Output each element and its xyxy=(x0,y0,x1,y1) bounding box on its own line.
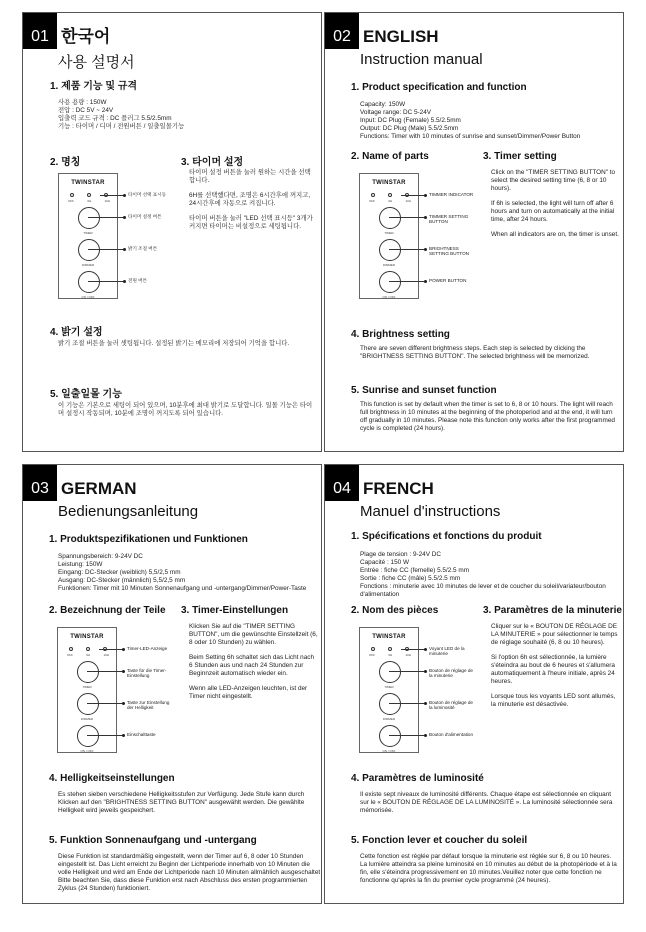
timer-button-label: TIMER xyxy=(82,685,92,689)
spec-line: Functions: Timer with 10 minutes of sunrise and sunset/Dimmer/Power Button xyxy=(360,133,581,140)
callout-label: 전원 버튼 xyxy=(128,278,148,283)
panel-korean xyxy=(22,12,322,452)
led-label: 10H xyxy=(104,199,110,203)
callout-leader xyxy=(88,249,124,250)
sunrise-heading: 5. Sunrise and sunset function xyxy=(351,385,497,396)
timer-heading: 3. Paramètres de la minuterie xyxy=(483,605,622,616)
led-indicator xyxy=(371,193,375,197)
spec-line: 기능 : 타이머 / 디머 / 전원버튼 / 일출일몰기능 xyxy=(58,123,185,130)
callout-label: BRIGHTNESS SETTING BUTTON xyxy=(429,246,469,257)
sunrise-body: 이 기능은 기본으로 세팅이 되어 있으며, 10분후에 최대 밝기로 도달합니다. 일몰 기능은 타이머 설정시 작동되며, 10분에 조명이 꺼지도록 되어 있습니다. xyxy=(58,402,313,417)
led-indicator xyxy=(371,647,375,651)
dimmer-button[interactable] xyxy=(78,239,100,261)
timer-heading: 3. 타이머 설정 xyxy=(181,157,244,168)
callout-label: Taste für die Timer-Einstellung xyxy=(127,668,167,679)
timer-body xyxy=(491,623,621,709)
led-label: OFF xyxy=(67,653,73,657)
spec-heading: 1. 제품 기능 및 규격 xyxy=(50,81,138,92)
manual-subtitle: Bedienungsanleitung xyxy=(58,503,199,520)
power-button[interactable] xyxy=(78,271,100,293)
callout-dot xyxy=(122,734,125,737)
callout-leader xyxy=(389,249,425,250)
brand-logo: TWINSTAR xyxy=(372,180,406,186)
led-indicator xyxy=(86,647,90,651)
callout-dot xyxy=(123,248,126,251)
callout-label: POWER BUTTON xyxy=(429,278,467,283)
power-button[interactable] xyxy=(379,271,401,293)
sunrise-body: This function is set by default when the timer is set to 6, 8 or 10 hours. The light will reach full brightness in 10 minutes at the beginning of the photoperiod and at the end, it will turn off gradually in 10 minutes. Please note this function only works after the first programmed cycle is completed (24 hours). xyxy=(360,401,615,432)
timer-button[interactable] xyxy=(379,661,401,683)
timer-paragraph: 타이머 설정 버튼을 눌러 원하는 시간을 선택합니다. xyxy=(189,169,311,184)
callout-label: Bouton de réglage de la minuterie xyxy=(429,668,473,679)
led-label: 10H xyxy=(405,653,411,657)
power-button-label: ON / OFF xyxy=(81,295,95,299)
manual-subtitle: 사용 설명서 xyxy=(58,54,135,71)
timer-paragraph: Lorsque tous les voyants LED sont allumés, la minuterie est désactivée. xyxy=(491,693,616,708)
spec-heading: 1. Produktspezifikationen und Funktionen xyxy=(49,534,248,545)
sunrise-heading: 5. 일출일몰 기능 xyxy=(50,389,122,400)
section-number: 04 xyxy=(325,465,359,501)
power-button-label: ON / OFF xyxy=(80,749,94,753)
timer-button[interactable] xyxy=(77,661,99,683)
timer-paragraph: Click on the "TIMER SETTING BUTTON" to select the desired setting time (6, 8 or 10 hours). xyxy=(491,169,616,192)
led-labels xyxy=(68,199,110,203)
spec-line: 전압 : DC 5V ~ 24V xyxy=(58,107,114,114)
callout-leader xyxy=(87,703,123,704)
spec-line: Eingang: DC-Stecker (weiblich) 5,5/2,5 mm xyxy=(58,569,181,576)
spec-line: 입출력 코드 규격 : DC 플러그 5.5/2.5mm xyxy=(58,115,172,122)
brightness-heading: 4. Paramètres de luminosité xyxy=(351,773,484,784)
callout-label: Taste zur Einstellung der Helligkeit xyxy=(127,700,170,711)
led-label: OFF xyxy=(369,653,375,657)
led-label: OFF xyxy=(68,199,74,203)
spec-line: Leistung: 150W xyxy=(58,561,103,568)
callout-leader xyxy=(87,671,123,672)
callout-dot xyxy=(424,248,427,251)
timer-paragraph: Wenn alle LED-Anzeigen leuchten, ist der Timer nicht eingestellt. xyxy=(189,685,308,700)
timer-body xyxy=(189,169,313,231)
spec-line: Capacité : 150 W xyxy=(360,559,410,566)
callout-dot xyxy=(424,734,427,737)
callout-leader xyxy=(401,649,425,650)
power-button[interactable] xyxy=(77,725,99,747)
callout-leader xyxy=(389,703,425,704)
brightness-body: 밝기 조절 버튼을 눌러 셋팅됩니다. 설정된 밝기는 메모리에 저장되어 기억을 합니다. xyxy=(58,340,290,347)
language-title: ENGLISH xyxy=(363,27,439,46)
sunrise-body: Diese Funktion ist standardmäßig eingestellt, wenn der Timer auf 6, 8 oder 10 Stunden eingestellt ist. Das Licht erreicht zu Beginn der Lichtperiode innerhalb von 10 Minuten die volle Helligkeit und wird am Ende der Lichtperiode nach 10 Minuten allmählich ausgeschaltet Bitte beachten Sie, dass diese Funktion erst nach Abschluss des ersten programmierten Zyklus (24 Stunden) funktioniert. xyxy=(58,853,321,892)
led-label: 10H xyxy=(405,199,411,203)
callout-label: Bouton d'alimentation xyxy=(429,732,474,737)
led-indicator xyxy=(87,193,91,197)
brightness-body: Es stehen sieben verschiedene Helligkeitsstufen zur Verfügung. Jede Stufe kann durch Klicken auf den "BRIGHTNESS SETTING BUTTON" ausgewählt werden. Die gewählte Helligkeit wird jeweils gespeichert. xyxy=(58,791,305,814)
callout-dot xyxy=(424,216,427,219)
callout-dot xyxy=(424,648,427,651)
language-title: FRENCH xyxy=(363,479,434,498)
callout-leader xyxy=(389,281,425,282)
panel-french xyxy=(324,464,624,904)
callout-dot xyxy=(122,670,125,673)
led-labels xyxy=(67,653,109,657)
sunrise-body: Cette fonction est réglée par défaut lorsque la minuterie est réglée sur 6, 8 ou 10 heures. La lumière atteindra sa pleine luminosité en 10 minutes au début de la photopériode et à la fin, elle s'éteindra progressivement en 10 minutes.Veuillez noter que cette fonction ne fonctionne qu'après la fin du premier cycle programmé (24 heures). xyxy=(360,853,617,884)
section-number: 03 xyxy=(23,465,57,501)
dimmer-button-label: DIMMER xyxy=(382,263,396,267)
timer-heading: 3. Timer setting xyxy=(483,151,557,162)
section-number: 02 xyxy=(325,13,359,49)
led-indicator xyxy=(69,647,73,651)
panel-german xyxy=(22,464,322,904)
panel-english xyxy=(324,12,624,452)
timer-paragraph: Cliquer sur le « BOUTON DE RÉGLAGE DE LA MINUTERIE » pour sélectionner le temps de réglage souhaité (6, 8 ou 10 heures). xyxy=(491,623,618,646)
callout-dot xyxy=(122,702,125,705)
spec-body xyxy=(58,553,318,593)
brand-logo: TWINSTAR xyxy=(70,634,104,640)
spec-line: 사용 용량 : 150W xyxy=(58,99,107,106)
led-label: 6H xyxy=(388,653,393,657)
spec-heading: 1. Spécifications et fonctions du produit xyxy=(351,531,542,542)
spec-body xyxy=(360,551,620,599)
led-label: 10H xyxy=(103,653,109,657)
led-labels xyxy=(369,199,411,203)
callout-dot xyxy=(123,216,126,219)
callout-dot xyxy=(122,648,125,651)
callout-label: 타이머 설정 버튼 xyxy=(128,214,162,219)
language-title: GERMAN xyxy=(61,479,137,498)
sunrise-heading: 5. Fonction lever et coucher du soleil xyxy=(351,835,528,846)
brand-logo: TWINSTAR xyxy=(372,634,406,640)
callout-leader xyxy=(389,735,425,736)
manual-subtitle: Manuel d'instructions xyxy=(360,503,501,520)
led-label: 6H xyxy=(388,199,393,203)
parts-heading: 2. Nom des pièces xyxy=(351,605,439,616)
led-label: 6H xyxy=(86,653,91,657)
callout-label: Voyant LED de la minuterie xyxy=(429,646,465,657)
spec-line: Fonctions : minuterie avec 10 minutes de lever et de coucher du soleil/variateur/bouton d'alimentation xyxy=(360,583,606,598)
callout-label: TIMMER SETTING BUTTON xyxy=(429,214,469,225)
timer-button-label: TIMER xyxy=(384,231,394,235)
brightness-heading: 4. Helligkeitseinstellungen xyxy=(49,773,175,784)
manual-subtitle: Instruction manual xyxy=(360,51,483,68)
led-indicator xyxy=(388,647,392,651)
brightness-heading: 4. Brightness setting xyxy=(351,329,450,340)
timer-paragraph: Beim Setting 6h schaltet sich das Licht nach 6 Stunden aus und nach 24 Stunden zur Beginnzeit automatisch wieder ein. xyxy=(189,654,315,677)
callout-label: Bouton de réglage de la luminosité xyxy=(429,700,473,711)
parts-heading: 2. 명칭 xyxy=(50,157,81,168)
dimmer-button[interactable] xyxy=(379,693,401,715)
spec-line: Voltage range: DC 5-24V xyxy=(360,109,432,116)
brand-logo: TWINSTAR xyxy=(71,180,105,186)
callout-leader xyxy=(87,735,123,736)
timer-heading: 3. Timer-Einstellungen xyxy=(181,605,289,616)
callout-label: 밝기 조절 버튼 xyxy=(128,246,158,251)
led-indicator xyxy=(388,193,392,197)
dimmer-button[interactable] xyxy=(379,239,401,261)
callout-dot xyxy=(424,280,427,283)
timer-button-label: TIMER xyxy=(83,231,93,235)
timer-paragraph: Klicken Sie auf die "TIMER SETTING BUTTON", um die gewünschte Einstellzeit (6, 8 oder 10 Stunden) zu wählen. xyxy=(189,623,318,646)
dimmer-button-label: DIMMER xyxy=(382,717,396,721)
spec-line: Output: DC Plug (Male) 5.5/2.5mm xyxy=(360,125,459,132)
timer-button[interactable] xyxy=(379,207,401,229)
timer-paragraph: 6H를 선택했다면, 조명은 6시간후에 꺼지고, 24시간후에 자동으로 켜집니다. xyxy=(189,192,311,207)
callout-label: 타이머 선택 표시등 xyxy=(128,192,167,197)
brightness-body: There are seven different brightness steps. Each step is selected by clicking the "BRIGHTNESS SETTING BUTTON". The selected brightness will be memorized. xyxy=(360,345,590,360)
callout-label: TIMMER INDICATOR xyxy=(429,192,474,197)
brightness-heading: 4. 밝기 설정 xyxy=(50,327,103,338)
header xyxy=(325,465,434,501)
brightness-body: Il existe sept niveaux de luminosité différents. Chaque étape est sélectionnée en cliquant sur le « BOUTON DE RÉGLAGE DE LA LUMINOSITÉ ». La luminosité sélectionnée sera mémorisée. xyxy=(360,791,613,814)
spec-heading: 1. Product specification and function xyxy=(351,82,527,93)
timer-button-label: TIMER xyxy=(384,685,394,689)
spec-line: Entrée : fiche CC (femelle) 5.5/2.5 mm xyxy=(360,567,470,574)
timer-body xyxy=(189,623,319,701)
dimmer-button-label: DIMMER xyxy=(80,717,94,721)
callout-dot xyxy=(424,670,427,673)
led-label: 6H xyxy=(87,199,92,203)
parts-heading: 2. Name of parts xyxy=(351,151,429,162)
dimmer-button[interactable] xyxy=(77,693,99,715)
timer-button[interactable] xyxy=(78,207,100,229)
header xyxy=(325,13,439,49)
led-labels xyxy=(369,653,411,657)
header xyxy=(23,13,110,49)
spec-body xyxy=(58,99,318,131)
power-button-label: ON / OFF xyxy=(382,749,396,753)
callout-leader xyxy=(88,281,124,282)
callout-dot xyxy=(123,280,126,283)
power-button[interactable] xyxy=(379,725,401,747)
parts-heading: 2. Bezeichnung der Teile xyxy=(49,605,166,616)
callout-label: Timer-LED-Anzeige xyxy=(127,646,168,651)
led-label: OFF xyxy=(369,199,375,203)
spec-line: Spannungsbereich: 9-24V DC xyxy=(58,553,143,560)
timer-paragraph: 타이머 버튼을 눌러 "LED 선택 표시등" 3개가 커지면 타이머는 비설정으로 세팅됩니다. xyxy=(189,215,313,230)
spec-body xyxy=(360,101,620,141)
section-number: 01 xyxy=(23,13,57,49)
callout-leader xyxy=(389,217,425,218)
dimmer-button-label: DIMMER xyxy=(81,263,95,267)
timer-body xyxy=(491,169,621,239)
spec-line: Input: DC Plug (Female) 5.5/2.5mm xyxy=(360,117,461,124)
spec-line: Sortie : fiche CC (mâle) 5.5/2.5 mm xyxy=(360,575,461,582)
callout-dot xyxy=(424,702,427,705)
power-button-label: ON / OFF xyxy=(382,295,396,299)
timer-paragraph: When all indicators are on, the timer is unset. xyxy=(491,231,619,238)
sunrise-heading: 5. Funktion Sonnenaufgang und -untergang xyxy=(49,835,257,846)
language-title: 한국어 xyxy=(61,27,111,46)
spec-line: Funktionen: Timer mit 10 Minuten Sonnenaufgang und -untergang/Dimmer/Power-Taste xyxy=(58,585,307,592)
spec-line: Plage de tension : 9-24V DC xyxy=(360,551,441,558)
callout-leader xyxy=(389,671,425,672)
header xyxy=(23,465,137,501)
callout-leader xyxy=(401,195,425,196)
callout-leader xyxy=(99,649,123,650)
callout-dot xyxy=(123,194,126,197)
timer-paragraph: If 6h is selected, the light will turn off after 6 hours and turn on automatically at the initial time, after 24 hours. xyxy=(491,200,615,223)
callout-label: Einschalttaste xyxy=(127,732,156,737)
callout-leader xyxy=(88,217,124,218)
spec-line: Ausgang: DC-Stecker (männlich) 5,5/2,5 mm xyxy=(58,577,186,584)
callout-dot xyxy=(424,194,427,197)
spec-line: Capacity: 150W xyxy=(360,101,406,108)
timer-paragraph: Si l'option 6h est sélectionnée, la lumière s'éteindra au bout de 6 heures et s'allumera automatiquement à l'heure initiale, après 24 heures. xyxy=(491,654,615,685)
led-indicator xyxy=(70,193,74,197)
callout-leader xyxy=(100,195,124,196)
